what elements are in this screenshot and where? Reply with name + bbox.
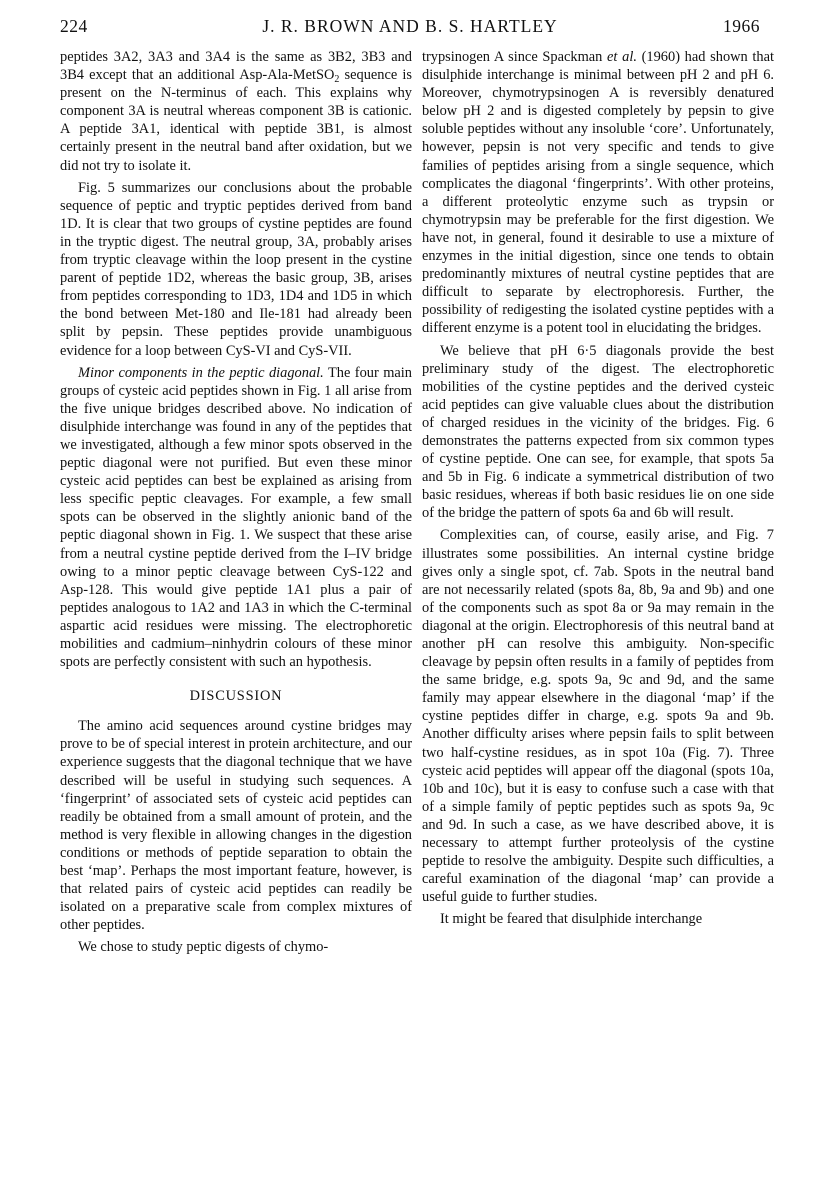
left-column — [60, 48, 412, 957]
paragraph: The amino acid sequences around cystine bridges may prove to be of special interest in protein architecture, and our experience suggests that the diagonal technique that we have described will be useful in studying such sequences. A ‘fingerprint’ of associated sets of cysteic acid peptides can readily be obtained from a small amount of protein, and the method is very flexible in allowing changes in the digestion conditions or methods of peptide separation to obtain the best ‘map’. Perhaps the most important feature, however, is that related pairs of cysteic acid peptides can readily be isolated on a preparative scale from complex mixtures of other peptides. — [60, 718, 412, 934]
text-run: sequence is present on the N-terminus of each. This explains why component 3A is neutral whereas component 3B is cationic. A peptide 3A1, identical with peptide 3B1, is almost certainly present in the neutral band after oxidation, but we did not try to isolate it. — [60, 67, 412, 174]
paragraph: We believe that pH 6·5 diagonals provide the best preliminary study of the digest. The electrophoretic mobilities of the cystine peptides and the derived cysteic acid peptides can give valuable clues about the distribution of charged residues in the vicinity of the bridges. Fig. 6 demonstrates the patterns expected from six common types of cystine peptide. One can see, for example, that spots 5a and 5b in Fig. 6 indicate a symmetrical distribution of two basic residues, whereas if both basic residues lie on one side of the bridge the pattern of spots 6a and 6b will result. — [422, 342, 774, 522]
section-heading-discussion: DISCUSSION — [189, 688, 283, 705]
citation-etal: et al. — [607, 49, 637, 65]
right-column — [422, 48, 774, 929]
text-run: The four main groups of cysteic acid peptides shown in Fig. 1 all arise from the five unique bridges described above. No indication of disulphide interchange was found in any of the peptides that we investigated, although a few minor spots observed in the peptic diagonal were not purified. But even these minor cysteic acid peptides can best be explained as arising from less specific peptic cleavages. For example, a few small spots can be observed in the slightly anionic band of the peptic diagonal shown in Fig. 1. We suspect that these arise from a neutral cystine peptide derived from the I–IV bridge owing to a minor peptic cleavage between CyS-122 and Asp-128. This would give peptide 1A1 plus a pair of peptides analogous to 1A2 and 1A3 in which the C-terminal aspartic acid residues were missing. The electrophoretic mobilities and cadmium–ninhydrin colours of these minor spots are perfectly consistent with such an hypothesis. — [60, 364, 413, 671]
paragraph — [60, 364, 412, 672]
subsection-heading: Minor components in the peptic diagonal. — [78, 364, 324, 381]
page-number: 224 — [60, 16, 88, 36]
paragraph: It might be feared that disulphide interchange — [440, 911, 703, 928]
text-run: peptides 3A2, 3A3 and 3A4 is the same as 3B2, 3B3 and 3B4 except that an additional Asp-Ala-MetSO — [60, 49, 412, 84]
paragraph: Fig. 5 summarizes our conclusions about the probable sequence of peptic and tryptic peptides derived from band 1D. It is clear that two groups of cystine peptides are found in the tryptic digest. The neutral group, 3A, probably arises from tryptic cleavage within the loop present in the cystine parent of peptide 1D2, whereas the basic group, 3B, arises from peptides corresponding to 1D3, 1D4 and 1D5 in which the bond between Met-180 and Ile-181 had already been split by pepsin. These peptides provide unambiguous evidence for a loop between CyS-VI and CyS-VII. — [60, 179, 412, 359]
running-header — [60, 16, 760, 40]
paragraph — [60, 48, 412, 175]
paragraph — [422, 48, 774, 338]
paragraph: We chose to study peptic digests of chymo- — [78, 939, 329, 956]
text-run: trypsinogen A since Spackman — [422, 49, 608, 65]
running-title-authors: J. R. BROWN AND B. S. HARTLEY — [262, 16, 558, 36]
subscript: 2 — [334, 74, 340, 86]
year: 1966 — [723, 16, 760, 36]
paragraph: Complexities can, of course, easily arise, and Fig. 7 illustrates some possibilities. An internal cystine bridge gives only a single spot, cf. 7ab. Spots in the neutral band are not necessarily related (spots 8a, 8b, 9a and 9b) and one of the components such as spot 8a or 9a may remain in the diagonal at the origin. Electrophoresis of this neutral band at another pH can resolve this ambiguity. Non-specific cleavage by pepsin often results in a family of peptides from the same bridge, e.g. spots 9a, 9c and 9d, and the same family may appear elsewhere in the diagonal ‘map’ if the cystine peptides differ in charge, e.g. spots 9a and 9b. Another difficulty arises where pepsin fails to split between two half-cystine residues, as in spot 10a (Fig. 7). Three cysteic acid peptides will appear off the diagonal (spots 10a, 10b and 10c), but it is easy to confuse such a case with that of a simple family of peptic peptides such as spots 9a, 9c and 9d. In such a case, as we have described above, it is necessary to attempt further proteolysis of the cystine peptide to resolve the ambiguity. Despite such difficulties, a careful examination of the diagonal ‘map’ can provide a useful guide to further studies. — [422, 527, 774, 906]
text-run: (1960) had shown that disulphide interchange is minimal between pH 2 and pH 6. Moreover, chymotrypsinogen A is reversibly denatured below pH 2 and is digested completely by pepsin to give soluble peptides without any insoluble ‘core’. Unfortunately, however, pepsin is not very specific and tends to give families of peptides arising from a single sequence, which complicates the diagonal ‘fingerprints’. With other proteins, a different proteolytic enzyme such as trypsin or chymotrypsin may be preferable for the first digestion. We have not, in general, found it desirable to use a mixture of enzymes in the initial digestion, since one tends to obtain predominantly mixtures of neutral cystine peptides that are difficult to separate by electrophoresis. Further, the possibility of redigesting the isolated cystine peptides with a different enzyme is a potent tool in elucidating the bridges. — [422, 49, 774, 337]
